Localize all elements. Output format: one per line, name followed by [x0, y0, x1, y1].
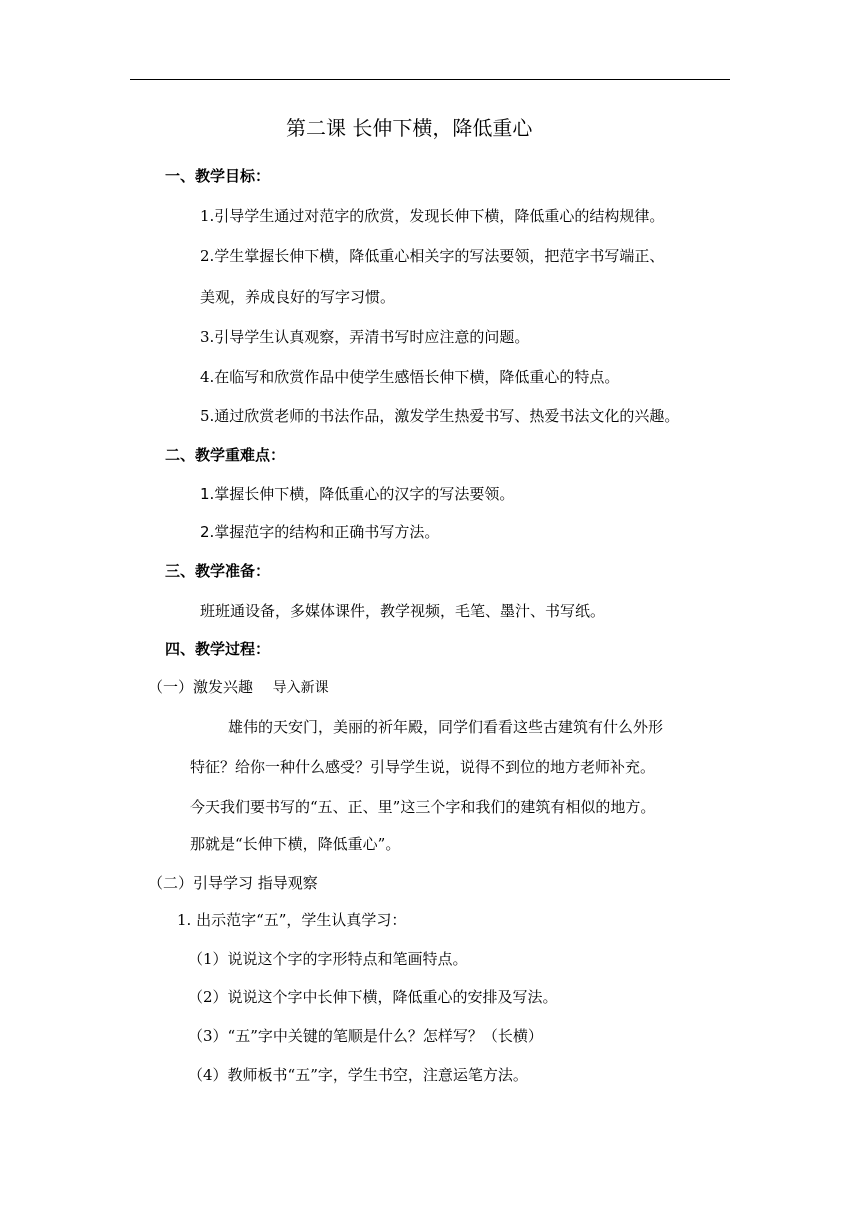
intro-paragraph-line: 今天我们要书写的“五、正、里”这三个字和我们的建筑有相似的地方。: [190, 798, 656, 816]
process-part1-sub: 导入新课: [272, 680, 329, 696]
objective-line: 3.引导学生认真观察，弄清书写时应注意的问题。: [200, 328, 530, 346]
header-rule: [130, 79, 730, 80]
process-part2-label: （二）引导学习 指导观察: [148, 874, 318, 892]
process-part1-label: （一）激发兴趣: [148, 678, 254, 696]
section-heading-objectives: 一、教学目标：: [165, 167, 271, 185]
preparation-line: 班班通设备，多媒体课件，教学视频，毛笔、墨汁、书写纸。: [200, 602, 606, 620]
intro-paragraph-line: 雄伟的天安门，美丽的祈年殿，同学们看看这些古建筑有什么外形: [228, 718, 664, 736]
process-item: （3）“五”字中关键的笔顺是什么？怎样写？（长横）: [188, 1027, 543, 1045]
section-heading-process: 四、教学过程：: [165, 640, 271, 658]
objective-line: 2.学生掌握长伸下横，降低重心相关字的写法要领，把范字书写端正、: [200, 247, 665, 265]
intro-paragraph-line: 那就是“长伸下横，降低重心”。: [190, 835, 401, 853]
objective-line: 5.通过欣赏老师的书法作品，激发学生热爱书写、热爱书法文化的兴趣。: [200, 407, 680, 425]
section-heading-key-points: 二、教学重难点：: [165, 446, 286, 464]
page-title: 第二课 长伸下横，降低重心: [286, 116, 533, 140]
key-point-line: 2.掌握范字的结构和正确书写方法。: [200, 523, 440, 541]
process-item: （1）说说这个字的字形特点和笔画特点。: [188, 950, 468, 968]
key-point-line: 1.掌握长伸下横，降低重心的汉字的写法要领。: [200, 485, 515, 503]
process-part-label: [148, 677, 329, 698]
objective-line: 1.引导学生通过对范字的欣赏，发现长伸下横，降低重心的结构规律。: [200, 207, 665, 225]
section-heading-preparation: 三、教学准备：: [165, 562, 271, 580]
objective-line: 4.在临写和欣赏作品中使学生感悟长伸下横，降低重心的特点。: [200, 368, 620, 386]
process-step: 1. 出示范字“五”，学生认真学习：: [177, 911, 407, 929]
process-item: （4）教师板书“五”字，学生书空，注意运笔方法。: [188, 1066, 528, 1084]
intro-paragraph-line: 特征？给你一种什么感受？引导学生说，说得不到位的地方老师补充。: [190, 758, 656, 776]
objective-line: 美观，养成良好的写字习惯。: [200, 288, 396, 306]
process-item: （2）说说这个字中长伸下横，降低重心的安排及写法。: [188, 988, 558, 1006]
